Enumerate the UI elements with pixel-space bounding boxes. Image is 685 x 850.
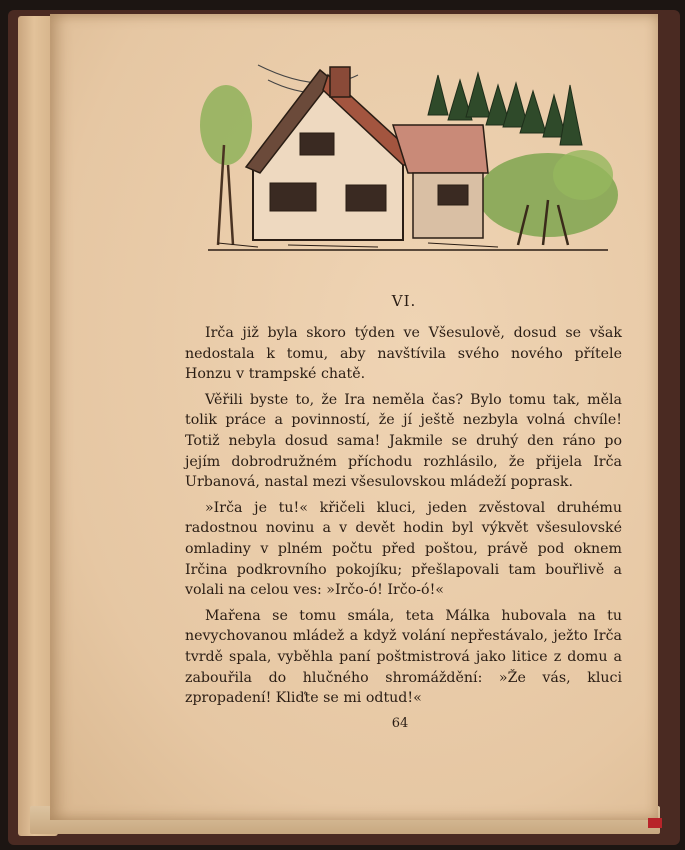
chapter-heading: VI.	[391, 292, 417, 310]
bookmark-ribbon	[648, 818, 662, 828]
paragraph: »Irča je tu!« křičeli kluci, jeden zvěstoval druhému radostnou novinu a v devět hodin byl výkvět všesulovské omladiny v plném počtu před poštou, právě pod oknem Irčina podkrovního pokojíku; přešlapovali tam bouřlivě a volali na celou ves: »Irčo-ó! Irčo-ó!«	[185, 499, 622, 599]
page-number: 64	[391, 716, 409, 731]
paragraph: Mařena se tomu smála, teta Málka hubovala na tu nevychovanou mládež a když volání nepřestávalo, ježto Irča tvrdě spala, vyběhla paní poštmistrová jako litice z domu a zabouřila do hlučného shromáždění: »Že vás, kluci zpropadení! Kliďte se mi odtud!«	[185, 607, 622, 707]
house-illustration	[198, 55, 618, 255]
body-text	[185, 323, 622, 714]
paragraph: Irča již byla skoro týden ve Všesulově, dosud se však nedostala k tomu, aby navštívila svého nového přítele Honzu v trampské chatě.	[185, 325, 622, 383]
paragraph: Věřili byste to, že Ira neměla čas? Bylo tomu tak, měla tolik práce a povinností, že jí ještě nezbyla volná chvíle! Totiž nebyla dosud sama! Jakmile se druhý den ráno po jejím dobrodružném příchodu rozhlásilo, že přijela Irča Urbanová, nastal mezi všesulovskou mládeží poprask.	[185, 391, 622, 491]
